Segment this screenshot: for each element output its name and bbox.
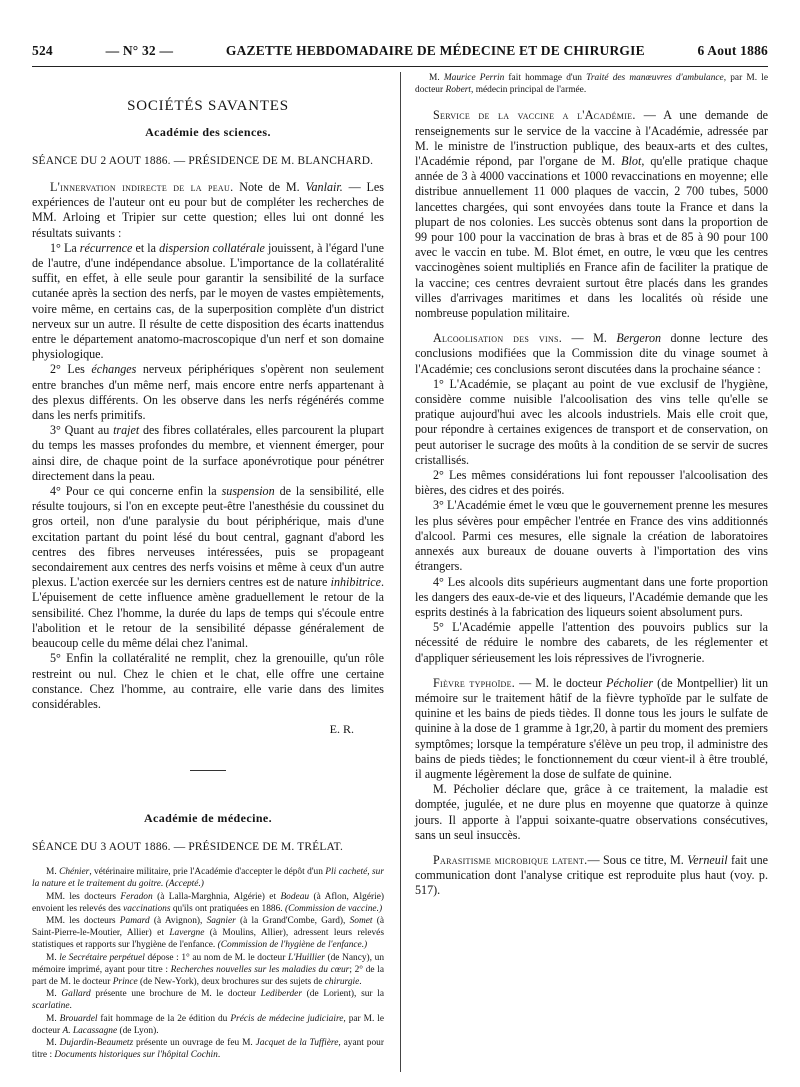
session-item-8: M. Maurice Perrin fait hommage d'un Traité des manœuvres d'ambulance, par M. le docteur Robert, médecin principal de l'armée. xyxy=(415,73,768,96)
section-title: SOCIÉTÉS SAVANTES xyxy=(127,98,289,114)
signature: E. R. xyxy=(329,722,354,737)
innervation-paragraph: L'innervation indirecte de la peau. Note de M. Vanlair. — Les expériences de l'auteur ont eu pour but de compléter les recherches de MM. Arloing et Tripier sur cette question; elles lui ont donné les résultats suivants : xyxy=(32,180,384,240)
innervation-heading: L'innervation indirecte de la peau. xyxy=(50,180,234,194)
result-5: 5° Enfin la collatéralité ne remplit, chez la grenouille, qu'un rôle restreint ou nul. Chez le chien et le chat, elle offre une certaine constance. Chez l'homme, au contraire, elle varie dans des limites considérables. xyxy=(32,651,384,711)
issue-date: 6 Aout 1886 xyxy=(697,43,768,58)
vaccine-paragraph: Service de la vaccine a l'Académie. — A une demande de renseignements sur le service de la vaccine à l'Académie, adressée par M. le ministre de l'instruction publique, des beaux-arts et des cultes, l'Académie répond, par l'organe de M. Blot, qu'elle pratique chaque année de 3 à 4000 vaccinations et 1000 revaccinations en moyenne; elle distribue annuellement 11 000 plaques de vaccin, 2 700 tubes, 5000 lancettes chargées, qui sont envoyées dans toute la France et dans la plupart de nos colonies. Les succès obtenus sont dans la proportion de 99 pour 100 pour la vaccination de bras à bras et de 85 à 90 pour 100 avec le vaccin en tube. M. Blot émet, en outre, le vœu que les centres vaccinogènes soient multipliés en France afin de faciliter la pratique de la vaccine; ces centres devraient surtout être placés dans les grandes villes d'arrivages maritimes et dans les localités où réside une nombreuse population militaire. xyxy=(415,108,768,321)
result-4: 4° Pour ce qui concerne enfin la suspension de la sensibilité, elle résulte toujours, si l'on en excepte peut-être l'anesthésie du coussinet du gros orteil, non d'une paralysie du bout périphérique, mais d'une excitation partant du point lésé du bout central, gagnant d'abord les centres des fibres nerveuses intéressées, puis se propageant secondairement aux centres des nerfs voisins et même à ceux d'un autre plexus. L'action exercée sur les derniers centres est de nature inhibitrice. L'épuisement de cette influence amène graduellement le retour de la sensibilité. Chez l'homme, la durée du laps de temps qui s'écoule entre l'abolition et le retour de la sensibilité dépasse généralement de beaucoup celle du même délai chez l'animal. xyxy=(32,484,384,651)
parasitisme-paragraph: Parasitisme microbique latent.— Sous ce titre, M. Verneuil fait une communication dont l'analyse critique est reproduite plus haut (voy. p. 517). xyxy=(415,852,769,898)
fievre-paragraph-2: M. Pécholier déclare que, grâce à ce traitement, la maladie est domptée, jugulée, et ne dure plus en moyenne que quatorze à quinze jours. Il apporte à l'appui soixante-quatre observations consécutives, sans un seul insuccès. xyxy=(415,782,768,842)
academy-sciences-title: Académie des sciences. xyxy=(145,125,271,139)
parasitisme-heading: Parasitisme microbique latent. xyxy=(433,852,588,867)
session-item-1: M. Chénier, vétérinaire militaire, prie l'Académie d'accepter le dépôt d'un Pli cacheté, sur la nature et le traitement du goitre. (Accepté.) xyxy=(32,867,384,890)
alcool-heading: Alcoolisation des vins. xyxy=(433,331,563,346)
seance-heading-2: SÉANCE DU 3 AOUT 1886. — PRÉSIDENCE DE M. TRÉLAT. xyxy=(32,841,344,854)
page-number: 524 xyxy=(32,43,53,58)
separator-rule xyxy=(190,770,226,771)
conclusion-5: 5° L'Académie appelle l'attention des pouvoirs publics sur la nécessité de réduire le nombre des cabarets, de les réglementer et d'appliquer sérieusement les lois répressives de l'ivrognerie. xyxy=(415,620,768,665)
conclusion-1: 1° L'Académie, se plaçant au point de vue exclusif de l'hygiène, considère comme nuisible l'alcoolisation des vins telle qu'elle se pratique aujourd'hui avec les alcools industriels. Mais elle croit que, pour répondre à certaines exigences de transport et de conservation, on peut autoriser le sucrage des moûts à la condition de se servir de sucres cristallisés. xyxy=(415,376,768,467)
fievre-heading: Fièvre typhoïde. xyxy=(433,675,516,690)
column-divider xyxy=(400,72,401,1072)
result-3: 3° Quant au trajet des fibres collatérales, elles parcourent la plupart du temps les masses profondes du membre, et viennent émerger, pour ainsi dire, de chaque point de la surface aponévrotique pour pénétrer directement dans la peau. xyxy=(32,423,384,483)
right-column xyxy=(415,72,768,899)
session-item-6: M. Brouardel fait hommage de la 2e édition du Précis de médecine judiciaire, par M. le docteur A. Lacassagne (de Lyon). xyxy=(32,1013,384,1036)
header-rule xyxy=(32,66,768,67)
result-1: 1° La récurrence et la dispersion collatérale jouissent, à l'égard l'une de l'autre, d'une indépendance absolue. L'importance de la collatéralité suffit, en effet, à elle seule pour garantir la sensibilité de la surface cutanée après la section des nerfs, par le moyen de vastes empiètements, voire même, en certains cas, de la superposition complète d'un district nerveux sur un autre. Il résulte de cette disposition des écarts inattendus entre le département anatomo-macroscopique d'un nerf et son domaine physiologique. xyxy=(32,240,384,362)
fievre-paragraph: Fièvre typhoïde. — M. le docteur Pécholier (de Montpellier) lit un mémoire sur le traitement hâtif de la fièvre typhoïde par le sulfate de quinine et les bains de pieds tièdes. Il donne tous les jours le sulfate de quinine à la dose de 1 gramme à 1gr,20, à partir du moment des premiers symptômes; lorsque la température s'élève un peu trop, il administre des bains de pieds tièdes; le fonctionnement du cœur vient-il à être troublé, il augmente légèrement la dose de sulfate de quinine. xyxy=(415,675,768,781)
vaccine-heading: Service de la vaccine a l'Académie. xyxy=(433,108,636,123)
result-2: 2° Les échanges nerveux périphériques s'opèrent non seulement entre branches d'un même nerf, mais encore entre nerfs appartenant à des plexus différents. On les observe dans les nerfs régénérés comme dans les nerfs primitifs. xyxy=(32,362,384,423)
author-name: Vanlair. xyxy=(305,180,343,194)
issue-number: — N° 32 — xyxy=(105,43,174,58)
alcool-paragraph: Alcoolisation des vins. — M. Bergeron donne lecture des conclusions modifiées que la Commission dite du vinage soumet à l'Académie; ces conclusions seront discutées dans la prochaine séance : xyxy=(415,331,768,376)
session-item-2: MM. les docteurs Feradon (à Lalla-Marghnia, Algérie) et Bodeau (à Aflon, Algérie) envoient les relevés des vaccinations qu'ils ont pratiquées en 1886. (Commission de vaccine.) xyxy=(32,891,384,914)
conclusion-3: 3° L'Académie émet le vœu que le gouvernement prenne les mesures les plus sévères pour empêcher l'entrée en France des vins additionnés d'alcool. Parmi ces mesures, elle signale la création de laboratoires annexés aux bureaux de douane ouverts à l'importation des vins étrangers. xyxy=(415,498,768,574)
seance-heading-1: SÉANCE DU 2 AOUT 1886. — PRÉSIDENCE DE M. BLANCHARD. xyxy=(32,155,374,167)
academy-medecine-title: Académie de médecine. xyxy=(143,811,273,826)
running-header xyxy=(32,40,768,62)
session-item-4: M. le Secrétaire perpétuel dépose : 1° au nom de M. le docteur L'Huillier (de Nancy), un mémoire imprimé, ayant pour titre : Recherches nouvelles sur les maladies du cœur; 2° de la part de M. le docteur Prince (de New-York), deux brochures sur des sujets de chirurgie. xyxy=(32,952,385,987)
left-column xyxy=(32,72,384,1061)
conclusion-2: 2° Les mêmes considérations lui font repousser l'alcoolisation des bières, des cidres et des poirés. xyxy=(415,468,768,498)
conclusion-4: 4° Les alcools dits supérieurs augmentant dans une forte proportion les dangers des eaux-de-vie et des liqueurs, l'Académie demande que les esprits destinés à la fabrication des liqueurs soient absolument purs. xyxy=(415,574,768,619)
session-item-3: MM. les docteurs Pamard (à Avignon), Sagnier (à la Grand'Combe, Gard), Somet (à Saint-Pierre-le-Moutier, Allier) et Lavergne (à Moulins, Allier), adressent leurs relevés statistiques et rapports sur l'hygiène de l'enfance. (Commission de l'hygiène de l'enfance.) xyxy=(32,915,384,951)
journal-title: GAZETTE HEBDOMADAIRE DE MÉDECINE ET DE CHIRURGIE xyxy=(225,43,645,58)
session-item-5: M. Gallard présente une brochure de M. le docteur Lediberder (de Lorient), sur la scarlatine. xyxy=(32,989,384,1012)
session-item-7: M. Dujardin-Beaumetz présente un ouvrage de feu M. Jacquet de la Tuffière, ayant pour titre : Documents historiques sur l'hôpital Cochin. xyxy=(32,1037,384,1061)
